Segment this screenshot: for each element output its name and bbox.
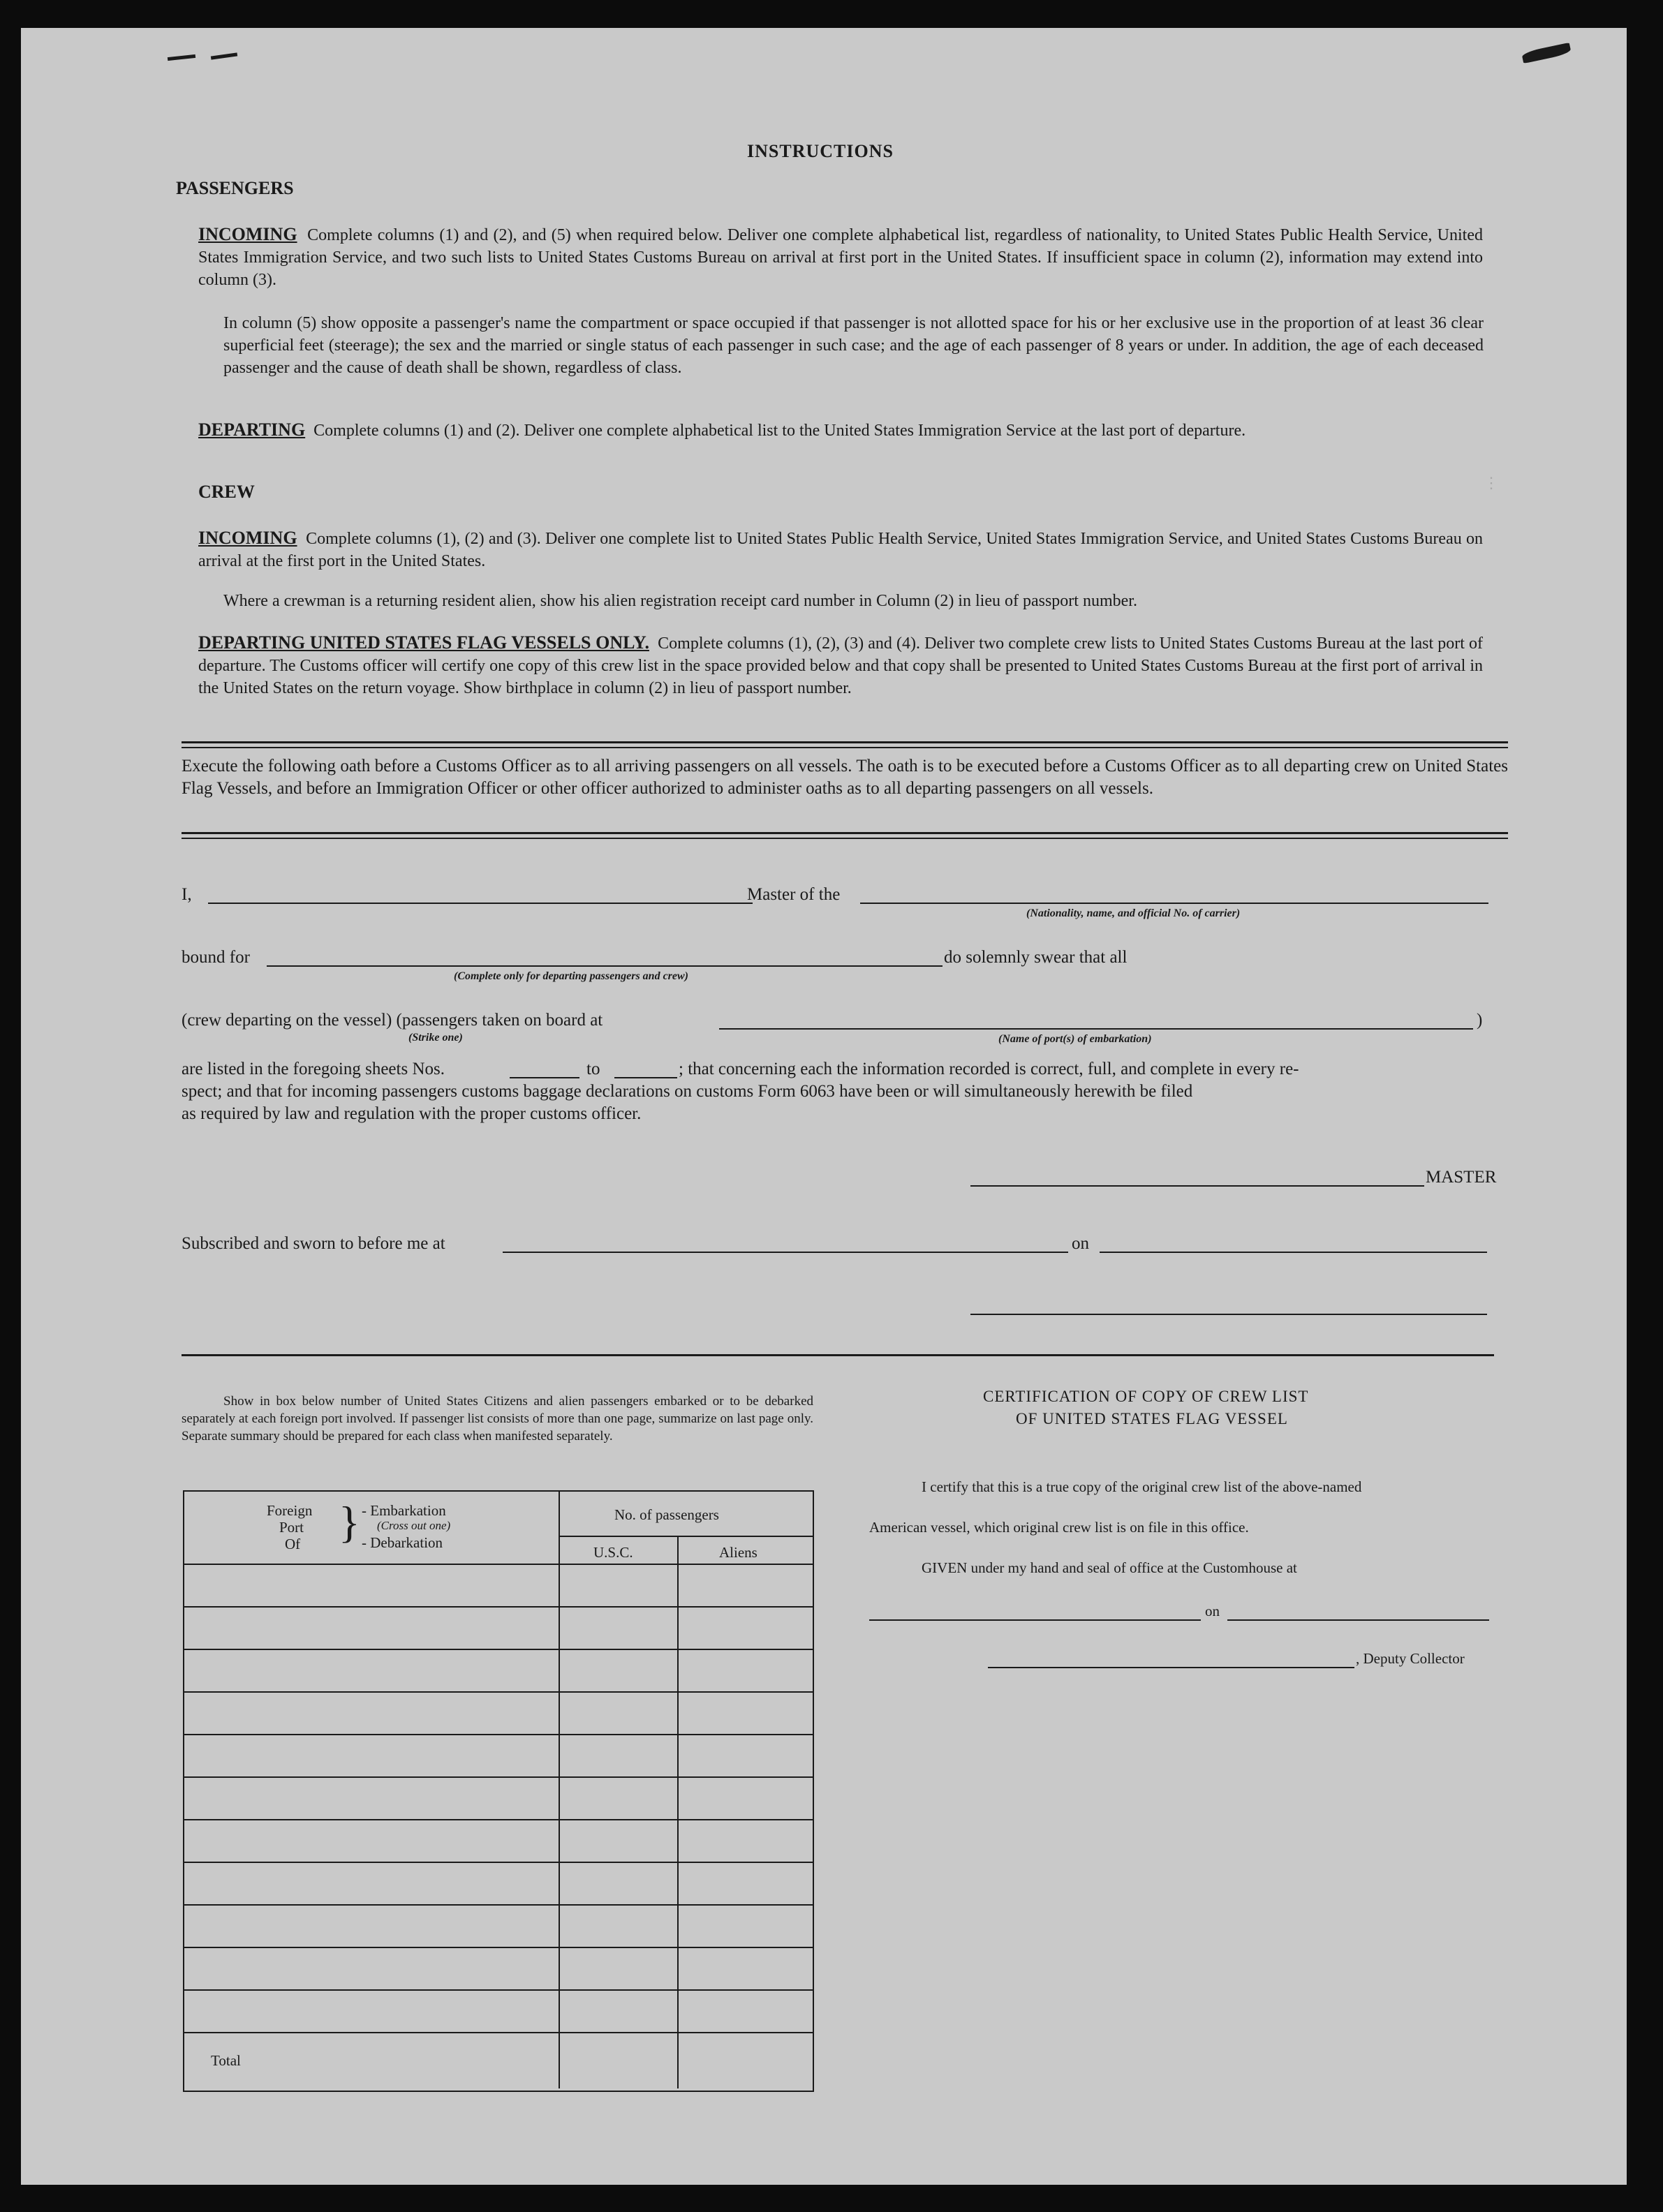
- master-signature-field[interactable]: [970, 1185, 1424, 1187]
- sheets-prefix: are listed in the foregoing sheets Nos.: [182, 1060, 445, 1078]
- strike-one-caption: (Strike one): [408, 1032, 463, 1044]
- oath-divider: [182, 838, 1508, 839]
- certification-title-2: OF UNITED STATES FLAG VESSEL: [1016, 1410, 1288, 1427]
- usc-label: U.S.C.: [593, 1544, 633, 1561]
- summary-instruction: Show in box below number of United States Citizens and alien passengers embarked or to be debarked separately at each foreign port involved. If passenger list consists of more than one page, summarize on last page only. Separate summary should be prepared for each class when manifested separately.: [182, 1394, 813, 1443]
- sworn-on-label: on: [1072, 1234, 1089, 1253]
- bottom-divider: [182, 1354, 1494, 1356]
- scan-mark: [211, 52, 237, 59]
- page-title: INSTRUCTIONS: [747, 141, 894, 161]
- crew-incoming-text: Complete columns (1), (2) and (3). Deliver one complete list to United States Public Health Service, United States Immigration Service, and United States Customs Bureau on arrival at the first port in the United States.: [198, 530, 1484, 570]
- passengers-heading: PASSENGERS: [176, 178, 294, 198]
- carrier-caption: (Nationality, name, and official No. of carrier): [1026, 907, 1241, 919]
- officer-signature-field[interactable]: [970, 1314, 1487, 1315]
- cert-date-field[interactable]: [1227, 1619, 1489, 1621]
- master-label: MASTER: [1426, 1168, 1497, 1187]
- sheets-to-label: to: [586, 1060, 600, 1078]
- bound-for-caption: (Complete only for departing passengers and crew): [454, 970, 688, 982]
- passengers-departing-text: Complete columns (1) and (2). Deliver one complete alphabetical list to the United States Immigration Service at the last port of departure.: [313, 422, 1246, 440]
- table-row-divider: [183, 1564, 813, 1565]
- listed-text-2: spect; and that for incoming passengers customs baggage declarations on customs Form 6063 have been or will simultaneously herewith be filed: [182, 1082, 1193, 1101]
- crew-departing-paragraph: [198, 632, 1483, 699]
- table-row-divider: [183, 1819, 813, 1820]
- table-row-divider: [183, 1734, 813, 1735]
- aliens-label: Aliens: [719, 1544, 757, 1561]
- carrier-field[interactable]: [860, 903, 1488, 904]
- table-row-divider: [183, 1989, 813, 1991]
- section-divider: [182, 747, 1508, 748]
- embarkation-port-field[interactable]: [719, 1028, 1473, 1030]
- subscribed-label: Subscribed and sworn to before me at: [182, 1234, 445, 1253]
- ports-caption: (Name of port(s) of embarkation): [998, 1033, 1152, 1045]
- master-of-the-label: Master of the: [747, 885, 841, 904]
- listed-text-3: as required by law and regulation with the proper customs officer.: [182, 1104, 642, 1123]
- debarkation-label: - Debarkation: [362, 1534, 443, 1551]
- passengers-incoming-text: Complete columns (1) and (2), and (5) when required below. Deliver one complete alphabetical list, regardless of nationality, to United States Public Health Service, United States Immigration Service, and two such lists to United States Customs Bureau on arrival at first port in the United States. If insufficient space in column (2), information may extend into column (3).: [198, 226, 1484, 289]
- table-divider: [677, 1536, 679, 2088]
- form-page: [21, 28, 1627, 2185]
- brace-icon: }: [339, 1497, 360, 1547]
- customhouse-field[interactable]: [869, 1619, 1201, 1621]
- table-row-divider: [183, 1862, 813, 1863]
- crew-heading: CREW: [198, 482, 255, 502]
- listed-text-1: ; that concerning each the information recorded is correct, full, and complete in every re-: [679, 1060, 1299, 1078]
- given-text: GIVEN under my hand and seal of office at the Customhouse at: [922, 1559, 1297, 1576]
- passengers-incoming-paragraph: [198, 223, 1483, 291]
- resident-alien-paragraph: Where a crewman is a returning resident alien, show his alien registration receipt card number in Column (2) in lieu of passport number.: [223, 592, 1137, 610]
- certification-title-1: CERTIFICATION OF COPY OF CREW LIST: [983, 1388, 1309, 1405]
- passenger-summary-table: [183, 1490, 814, 2092]
- scan-mark: [168, 54, 195, 61]
- table-row-divider: [183, 1606, 813, 1608]
- certify-text-1: I certify that this is a true copy of the original crew list of the above-named: [922, 1478, 1362, 1495]
- table-row-divider: [183, 1904, 813, 1906]
- sworn-place-field[interactable]: [503, 1252, 1068, 1253]
- table-row-divider: [183, 1649, 813, 1650]
- no-passengers-label: No. of passengers: [614, 1506, 719, 1523]
- crew-departing-label: DEPARTING UNITED STATES FLAG VESSELS ONLY.: [198, 632, 649, 653]
- bound-for-label: bound for: [182, 948, 250, 967]
- col-port-label: Port: [279, 1519, 304, 1536]
- col-foreign-label: Foreign: [267, 1502, 313, 1519]
- table-row-divider: [183, 1776, 813, 1778]
- certify-text-2: American vessel, which original crew list is on file in this office.: [869, 1519, 1249, 1536]
- sheets-from-field[interactable]: [510, 1077, 579, 1078]
- oath-intro: Execute the following oath before a Customs Officer as to all arriving passengers on all vessels. The oath is to be executed before a Customs Officer as to all departing crew on United States Flag Vessels, and before an Immigration Officer or other officer authorized to administer oaths as to all departing passengers on all vessels.: [182, 757, 1508, 798]
- cross-out-label: (Cross out one): [377, 1519, 451, 1532]
- sworn-date-field[interactable]: [1100, 1252, 1487, 1253]
- column5-paragraph: In column (5) show opposite a passenger's name the compartment or space occupied if that passenger is not allotted space for his or her exclusive use in the proportion of at least 36 clear superficial feet (steerage); the sex and the married or single status of each passenger in such case; and the age of each passenger of 8 years or under. In addition, the age of each deceased passenger and the cause of death shall be shown, regardless of class.: [223, 314, 1484, 377]
- crew-departing-text: (crew departing on the vessel) (passengers taken on board at: [182, 1011, 603, 1030]
- crew-departing-text: Complete columns (1), (2), (3) and (4). Deliver two complete crew lists to United States Customs Bureau at the last port of departure. The Customs officer will certify one copy of this crew list in the space provided below and that copy shall be presented to United States Customs Bureau at the first port of arrival in the United States on the return voyage. Show birthplace in column (2) in lieu of passport number.: [198, 634, 1483, 697]
- table-divider: [559, 1536, 813, 1537]
- solemnly-swear-text: do solemnly swear that all: [944, 948, 1128, 967]
- table-divider: [559, 1492, 560, 2088]
- bleed-through-mark: ⋮: [1484, 475, 1499, 493]
- total-label: Total: [211, 2052, 241, 2069]
- oath-divider: [182, 832, 1508, 834]
- crew-incoming-label: INCOMING: [198, 528, 297, 548]
- close-paren: ): [1477, 1011, 1483, 1030]
- table-row-divider: [183, 1947, 813, 1948]
- incoming-label: INCOMING: [198, 224, 297, 244]
- cert-on-label: on: [1205, 1603, 1220, 1619]
- master-name-field[interactable]: [208, 903, 753, 904]
- embarkation-label: - Embarkation: [362, 1502, 446, 1519]
- departing-label: DEPARTING: [198, 420, 306, 440]
- table-row-divider: [183, 2032, 813, 2033]
- section-divider: [182, 741, 1508, 743]
- col-of-label: Of: [285, 1536, 301, 1552]
- scan-mark: [1521, 43, 1572, 64]
- crew-incoming-paragraph: [198, 527, 1483, 572]
- passengers-departing-paragraph: [198, 419, 1483, 442]
- sheets-to-field[interactable]: [614, 1077, 677, 1078]
- deputy-signature-field[interactable]: [988, 1667, 1354, 1668]
- i-label: I,: [182, 885, 192, 904]
- bound-for-field[interactable]: [267, 965, 943, 967]
- deputy-collector-label: , Deputy Collector: [1356, 1650, 1465, 1667]
- table-row-divider: [183, 1691, 813, 1693]
